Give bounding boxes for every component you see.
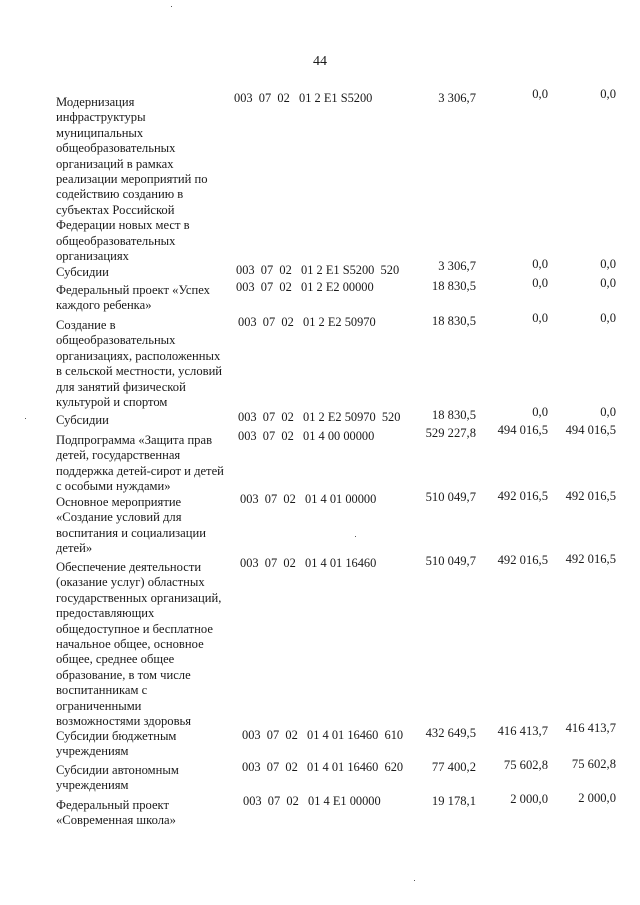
scan-speck <box>25 418 26 419</box>
row-value-1: 510 049,7 <box>425 490 476 504</box>
row-name: Федеральный проект «Современная школа» <box>56 798 176 828</box>
row-value-2: 494 016,5 <box>497 423 548 437</box>
row-value-3: 0,0 <box>600 257 616 271</box>
row-value-2: 492 016,5 <box>497 553 548 567</box>
row-name: Субсидии бюджетным учреждениям <box>56 729 177 759</box>
row-code: 003 07 02 01 4 01 16460 <box>240 556 377 570</box>
row-value-3: 0,0 <box>600 405 616 419</box>
row-value-1: 3 306,7 <box>438 91 476 105</box>
row-value-1: 19 178,1 <box>431 794 476 808</box>
scan-speck <box>355 536 356 537</box>
row-value-1: 510 049,7 <box>425 554 476 568</box>
row-code: 003 07 02 01 2 E1 S5200 <box>234 91 373 105</box>
row-name: Субсидии <box>56 265 109 279</box>
row-value-3: 492 016,5 <box>565 489 616 503</box>
row-code: 003 07 02 01 2 E1 S5200 520 <box>236 263 400 277</box>
row-code: 003 07 02 01 4 E1 00000 <box>243 794 381 808</box>
row-code: 003 07 02 01 2 E2 50970 520 <box>238 410 401 424</box>
row-name: Субсидии <box>56 413 109 427</box>
row-code: 003 07 02 01 4 01 00000 <box>240 492 377 506</box>
table-row <box>0 311 640 410</box>
row-value-2: 75 602,8 <box>503 758 548 772</box>
row-value-3: 75 602,8 <box>571 757 616 771</box>
row-value-1: 77 400,2 <box>431 760 476 774</box>
row-value-3: 2 000,0 <box>578 791 616 805</box>
scan-speck <box>171 6 172 7</box>
row-name: Обеспечение деятельности (оказание услуг) областных государственных организаций, предоставляющих общедоступное и бесплатное начальное общее, основное общее, среднее общее образование, в том числе воспитанникам с ограниченными возможностями здоровья <box>56 560 222 729</box>
row-value-2: 416 413,7 <box>497 724 548 738</box>
row-name: Модернизация инфраструктуры муниципальных общеобразовательных организаций в рамках реализации мероприятий по содействию созданию в субъектах Российской Федерации новых мест в общеобразовательных организациях <box>56 95 208 264</box>
table-row <box>0 791 640 828</box>
row-value-2: 492 016,5 <box>497 489 548 503</box>
row-value-2: 0,0 <box>532 257 548 271</box>
page-number: 44 <box>313 54 327 69</box>
row-name: Субсидии автономным учреждениям <box>56 763 179 793</box>
row-code: 003 07 02 01 2 E2 50970 <box>238 315 376 329</box>
row-value-3: 0,0 <box>600 87 616 101</box>
row-value-1: 18 830,5 <box>431 279 476 293</box>
table-row <box>0 489 640 556</box>
row-code: 003 07 02 01 4 01 16460 620 <box>242 760 404 774</box>
table-row <box>0 423 640 494</box>
row-value-3: 0,0 <box>600 276 616 290</box>
row-value-1: 529 227,8 <box>425 426 476 440</box>
row-value-2: 0,0 <box>532 405 548 419</box>
table-row <box>0 276 640 313</box>
scan-speck <box>414 880 415 881</box>
row-value-3: 494 016,5 <box>565 423 616 437</box>
row-code: 003 07 02 01 4 00 00000 <box>238 429 375 443</box>
row-name: Основное мероприятие «Создание условий для воспитания и социализации детей» <box>56 495 206 556</box>
row-value-1: 18 830,5 <box>431 408 476 422</box>
row-name: Федеральный проект «Успех каждого ребенка» <box>56 283 210 313</box>
row-value-1: 3 306,7 <box>438 259 476 273</box>
row-name: Создание в общеобразовательных организациях, расположенных в сельской местности, условий для занятий физической культурой и спортом <box>56 318 223 410</box>
row-code: 003 07 02 01 4 01 16460 610 <box>242 728 404 742</box>
row-value-2: 0,0 <box>532 311 548 325</box>
row-value-2: 0,0 <box>532 87 548 101</box>
table-row <box>0 757 640 793</box>
table-row <box>0 721 640 759</box>
row-value-3: 0,0 <box>600 311 616 325</box>
row-value-1: 432 649,5 <box>425 726 476 740</box>
row-value-3: 492 016,5 <box>565 552 616 566</box>
table-row <box>0 257 640 279</box>
table-row <box>0 405 640 427</box>
row-value-3: 416 413,7 <box>565 721 616 735</box>
table-row <box>0 87 640 264</box>
row-value-2: 0,0 <box>532 276 548 290</box>
row-value-1: 18 830,5 <box>431 314 476 328</box>
row-code: 003 07 02 01 2 E2 00000 <box>236 280 374 294</box>
row-name: Подпрограмма «Защита прав детей, государственная поддержка детей-сирот и детей с особыми нуждами» <box>56 433 224 494</box>
row-value-2: 2 000,0 <box>510 792 548 806</box>
